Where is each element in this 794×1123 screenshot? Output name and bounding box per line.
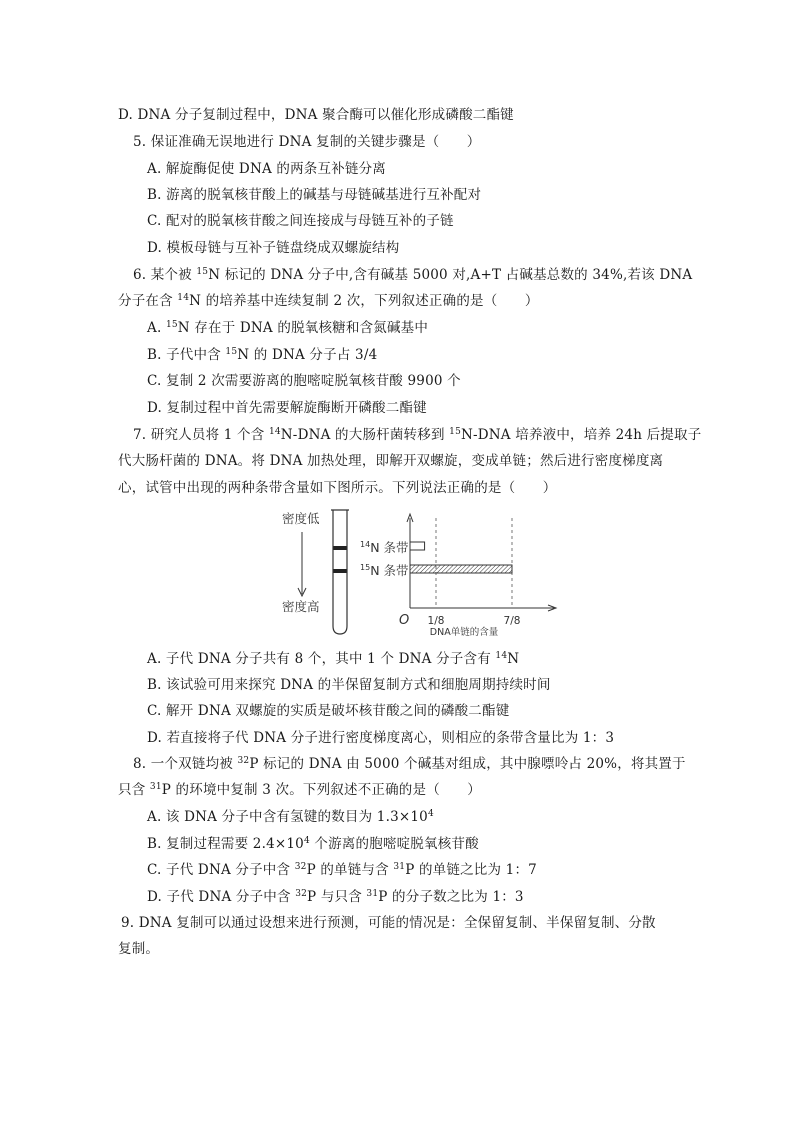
q8-stem-line2: 只含 $^{31}$P 的环境中复制 3 次。下列叙述不正确的是（ ） bbox=[118, 782, 482, 798]
q6-option-c: C. 复制 2 次需要游离的胞嘧啶脱氧核苷酸 9900 个 bbox=[147, 373, 461, 389]
q9-stem-line2: 复制。 bbox=[118, 941, 160, 957]
q6-option-d: D. 复制过程中首先需要解旋酶断开磷酸二酯键 bbox=[147, 400, 427, 416]
q4-option-d: D. DNA 分子复制过程中，DNA 聚合酶可以催化形成磷酸二酯键 bbox=[118, 107, 514, 123]
q8-option-c: C. 子代 DNA 分子中含 $^{32}$P 的单链与含 $^{31}$P 的单链之比为 1：7 bbox=[147, 862, 537, 878]
tube-band-14n bbox=[334, 546, 347, 550]
test-tube bbox=[331, 510, 349, 634]
q8-option-d: D. 子代 DNA 分子中含 $^{32}$P 与只含 $^{31}$P 的分子数之比为 1：3 bbox=[147, 889, 524, 905]
q8-option-b: B. 复制过程需要 $2.4\times 10^4$ 个游离的胞嘧啶脱氧核苷酸 bbox=[147, 836, 479, 852]
q8-option-a: A. 该 DNA 分子中含有氢键的数目为 $1.3\times 10^4$ bbox=[147, 809, 434, 825]
q7-option-b: B. 该试验可用来探究 DNA 的半保留复制方式和细胞周期持续时间 bbox=[147, 677, 551, 693]
q5-option-c: C. 配对的脱氧核苷酸之间连接成与母链互补的子链 bbox=[147, 213, 454, 229]
density-gradient-figure bbox=[272, 500, 562, 640]
q5-option-d: D. 模板母链与互补子链盘绕成双螺旋结构 bbox=[147, 240, 400, 256]
label-density-high: 密度高 bbox=[282, 599, 320, 614]
q7-stem-line3: 心，试管中出现的两种条带含量如下图所示。下列说法正确的是（ ） bbox=[118, 480, 557, 496]
bar-14n bbox=[410, 542, 425, 550]
q5-option-b: B. 游离的脱氧核苷酸上的碱基与母链碱基进行互补配对 bbox=[147, 187, 482, 203]
q6-option-b: B. 子代中含 $^{15}$N 的 DNA 分子占 3/4 bbox=[147, 347, 378, 363]
label-density-low: 密度低 bbox=[282, 511, 320, 526]
bar-label-14n: $^{14}$N 条带 bbox=[360, 540, 409, 555]
q5-option-a: A. 解旋酶促使 DNA 的两条互补链分离 bbox=[147, 161, 386, 177]
q7-option-c: C. 解开 DNA 双螺旋的实质是破坏核苷酸之间的磷酸二酯键 bbox=[147, 703, 510, 719]
q8-stem-line1: 8. 一个双链均被 $^{32}$P 标记的 DNA 由 5000 个碱基对组成，其中腺嘌呤占 20%，将其置于 bbox=[133, 756, 686, 772]
q7-option-a: A. 子代 DNA 分子共有 8 个，其中 1 个 DNA 分子含有 $^{14}$N bbox=[147, 651, 520, 667]
bar-15n bbox=[410, 565, 512, 573]
x-axis-label: DNA单链的含量 bbox=[429, 627, 499, 638]
q7-option-d: D. 若直接将子代 DNA 分子进行密度梯度离心，则相应的条带含量比为 1：3 bbox=[147, 730, 615, 746]
q6-stem-line2: 分子在含 $^{14}$N 的培养基中连续复制 2 次，下列叙述正确的是（ ） bbox=[118, 293, 539, 309]
x-tick-7-8: 7/8 bbox=[503, 615, 521, 627]
q7-stem-line1: 7. 研究人员将 1 个含 $^{14}$N-DNA 的大肠杆菌转移到 $^{15}$N-DNA 培养液中，培养 24h 后提取子 bbox=[133, 427, 702, 443]
x-tick-1-8: 1/8 bbox=[427, 615, 445, 627]
q6-option-a: A. $^{15}$N 存在于 DNA 的脱氧核糖和含氮碱基中 bbox=[147, 320, 429, 336]
q5-stem: 5. 保证准确无误地进行 DNA 复制的关键步骤是（ ） bbox=[133, 134, 481, 150]
tube-band-15n bbox=[334, 569, 347, 573]
q6-stem-line1: 6. 某个被 $^{15}$N 标记的 DNA 分子中,含有碱基 5000 对,A+T 占碱基总数的 34%,若该 DNA bbox=[133, 267, 693, 283]
q7-stem-line2: 代大肠杆菌的 DNA。将 DNA 加热处理，即解开双螺旋，变成单链；然后进行密度梯度离 bbox=[118, 453, 664, 469]
axis-origin: O bbox=[399, 613, 410, 628]
q9-stem-line1: 9. DNA 复制可以通过设想来进行预测，可能的情况是：全保留复制、半保留复制、分散 bbox=[121, 915, 656, 931]
bar-label-15n: $^{15}$N 条带 bbox=[360, 563, 409, 578]
